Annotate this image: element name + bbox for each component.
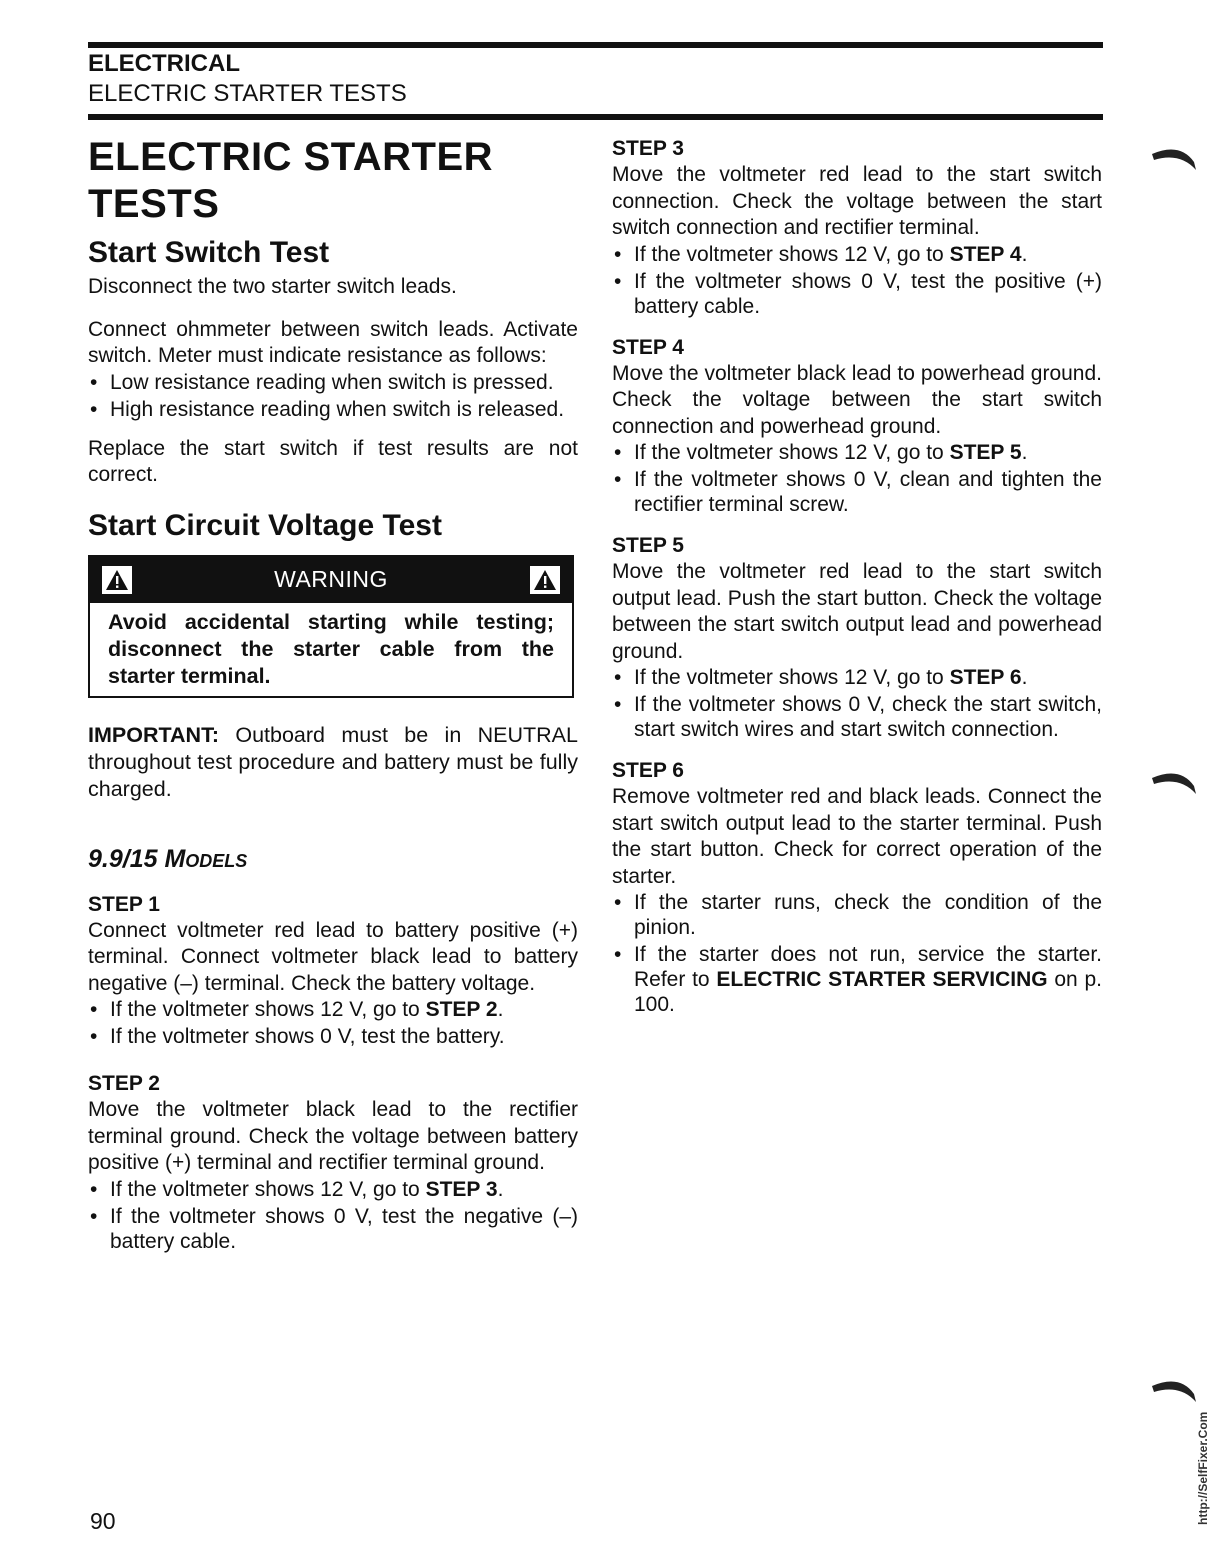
step-label: STEP 2 <box>88 1072 160 1095</box>
warning-text: Avoid accidental starting while testing; disconnect the starter cable from the starter terminal. <box>108 609 554 688</box>
important-label: IMPORTANT: <box>88 722 219 747</box>
list-item: • If the voltmeter shows 0 V, test the battery. <box>88 1024 578 1049</box>
list-item: • If the voltmeter shows 12 V, go to STEP 5. <box>612 440 1102 465</box>
step-2 <box>88 1071 578 1254</box>
list-item: • If the voltmeter shows 0 V, test the positive (+) battery cable. <box>612 269 1102 319</box>
step-bullets <box>612 890 1102 1017</box>
right-column <box>612 136 1102 1019</box>
list-item: • If the voltmeter shows 12 V, go to STEP 6. <box>612 665 1102 690</box>
list-item: • If the voltmeter shows 0 V, test the negative (–) battery cable. <box>88 1204 578 1254</box>
step-text: Connect voltmeter red lead to battery positive (+) terminal. Connect voltmeter black lead to battery negative (–) terminal. Check the battery voltage. <box>88 918 578 995</box>
important-note <box>88 722 578 803</box>
models-heading-text: 9.9/15 Models <box>88 844 248 873</box>
header-section: ELECTRICAL <box>88 50 240 77</box>
step-bullets <box>612 665 1102 742</box>
step-5 <box>612 533 1102 742</box>
step-label: STEP 1 <box>88 892 160 916</box>
warning-triangle-icon <box>102 566 132 594</box>
step-6 <box>612 758 1102 1017</box>
list-item: • If the voltmeter shows 12 V, go to STEP 2. <box>88 997 578 1022</box>
voltage-test-heading: Start Circuit Voltage Test <box>88 508 442 542</box>
step-bullets <box>88 1177 578 1254</box>
step-bullets <box>612 242 1102 319</box>
step-label: STEP 3 <box>612 137 684 160</box>
step-bullets <box>88 997 578 1049</box>
important-text: Outboard must be in NEUTRAL throughout test procedure and battery must be fully charged. <box>88 722 578 801</box>
step-text: Move the voltmeter black lead to the rectifier terminal ground. Check the voltage between battery positive (+) terminal and rectifier terminal ground. <box>88 1098 578 1174</box>
page-title: ELECTRIC STARTER TESTS <box>88 135 494 226</box>
header-subsection: ELECTRIC STARTER TESTS <box>88 80 407 107</box>
list-item: • If the starter runs, check the condition of the pinion. <box>612 890 1102 940</box>
margin-tab-mark <box>1150 1372 1200 1402</box>
list-item: • If the voltmeter shows 0 V, check the start switch, start switch wires and start switch connection. <box>612 692 1102 742</box>
start-switch-para-3: Replace the start switch if test results are not correct. <box>88 436 578 486</box>
step-label: STEP 4 <box>612 335 684 359</box>
header-rule-top <box>88 42 1103 48</box>
step-text: Move the voltmeter red lead to the start switch output lead. Push the start button. Check the voltage between the start switch output lead and powerhead ground. <box>612 560 1102 663</box>
margin-tab-mark <box>1150 140 1200 170</box>
warning-header <box>90 557 572 603</box>
step-bullets <box>612 440 1102 517</box>
step-3 <box>612 136 1102 319</box>
start-switch-para-1: Disconnect the two starter switch leads. <box>88 275 457 298</box>
list-item: • If the voltmeter shows 0 V, clean and tighten the rectifier terminal screw. <box>612 467 1102 517</box>
start-switch-test-heading: Start Switch Test <box>88 236 330 269</box>
step-text: Remove voltmeter red and black leads. Connect the start switch output lead to the starter terminal. Push the start button. Check for correct operation of the starter. <box>612 785 1102 888</box>
start-switch-bullets <box>88 370 578 422</box>
warning-label: WARNING <box>274 566 388 592</box>
list-item: • High resistance reading when switch is released. <box>88 397 578 422</box>
step-4 <box>612 335 1102 518</box>
page-number: 90 <box>90 1508 116 1534</box>
left-column <box>88 128 578 1256</box>
warning-triangle-icon <box>530 566 560 594</box>
header-rule-bottom <box>88 114 1103 120</box>
step-text: Move the voltmeter red lead to the start switch connection. Check the voltage between the start switch connection and rectifier terminal. <box>612 163 1102 239</box>
list-item: • Low resistance reading when switch is pressed. <box>88 370 578 395</box>
watermark: http://SelfFixer.Com <box>1196 1411 1210 1525</box>
start-switch-para-2: Connect ohmmeter between switch leads. Activate switch. Meter must indicate resistance as follows: <box>88 317 578 367</box>
list-item: • If the voltmeter shows 12 V, go to STEP 3. <box>88 1177 578 1202</box>
margin-tab-mark <box>1150 764 1200 794</box>
models-heading <box>88 845 578 874</box>
step-label: STEP 6 <box>612 759 684 782</box>
step-label: STEP 5 <box>612 534 684 557</box>
list-item: • If the starter does not run, service the starter. Refer to ELECTRIC STARTER SERVICING on p. 100. <box>612 942 1102 1017</box>
warning-box <box>88 555 574 698</box>
list-item: • If the voltmeter shows 12 V, go to STEP 4. <box>612 242 1102 267</box>
step-text: Move the voltmeter black lead to powerhead ground. Check the voltage between the start switch connection and powerhead ground. <box>612 361 1102 438</box>
step-1 <box>88 892 578 1050</box>
